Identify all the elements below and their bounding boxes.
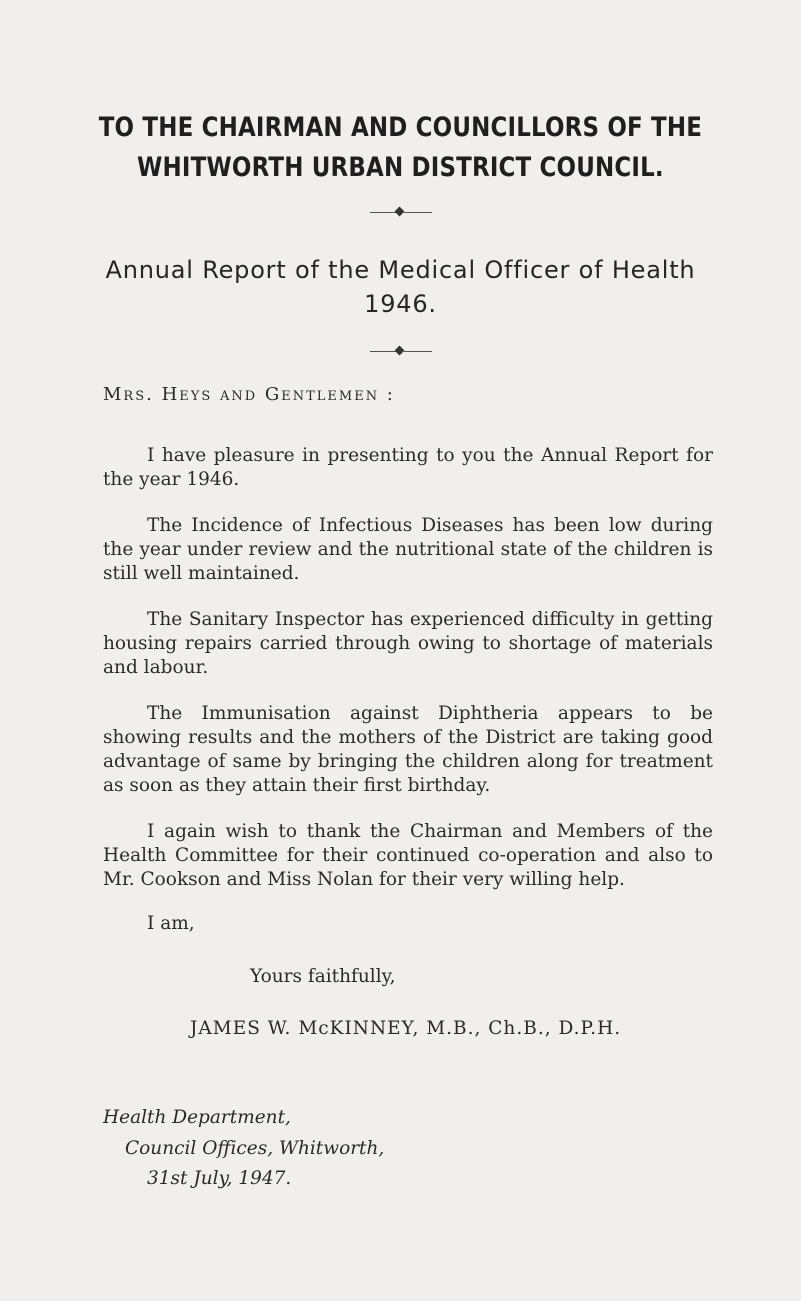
address-line: Health Department, [103, 1107, 291, 1128]
heading-line-2: WHITWORTH URBAN DISTRICT COUNCIL. [137, 152, 664, 183]
closing-valediction: Yours faithfully, [250, 966, 396, 987]
report-year: 1946. [364, 290, 437, 318]
paragraph: I have pleasure in presenting to you the Annual Report for the year 1946. [103, 445, 713, 490]
address-date: 31st July, 1947. [147, 1168, 292, 1189]
signature-name: JAMES W. McKINNEY, M.B., Ch.B., D.P.H. [190, 1018, 622, 1039]
salutation: Mrs. Heys and Gentlemen : [103, 384, 395, 405]
paragraph: The Immunisation against Diphtheria appears to be showing results and the mothers of the District are taking good advantage of same by bringing the children along for treatment as soon as they attain their first birthday. [103, 703, 713, 796]
report-title: Annual Report of the Medical Officer of Health [105, 256, 696, 284]
closing-line: I am, [147, 913, 195, 934]
heading-line-1: TO THE CHAIRMAN AND COUNCILLORS OF THE [98, 112, 703, 143]
paragraph: The Sanitary Inspector has experienced difficulty in getting housing repairs carried through owing to shortage of materials and labour. [103, 609, 713, 678]
ornament-divider-icon [360, 208, 440, 218]
paragraph: The Incidence of Infectious Diseases has been low during the year under review and the nutritional state of the children is still well maintained. [103, 515, 713, 584]
paragraph: I again wish to thank the Chairman and Members of the Health Committee for their continued co-operation and also to Mr. Cookson and Miss Nolan for their very willing help. [103, 821, 713, 890]
address-line: Council Offices, Whitworth, [125, 1138, 385, 1159]
ornament-divider-icon [360, 347, 440, 357]
